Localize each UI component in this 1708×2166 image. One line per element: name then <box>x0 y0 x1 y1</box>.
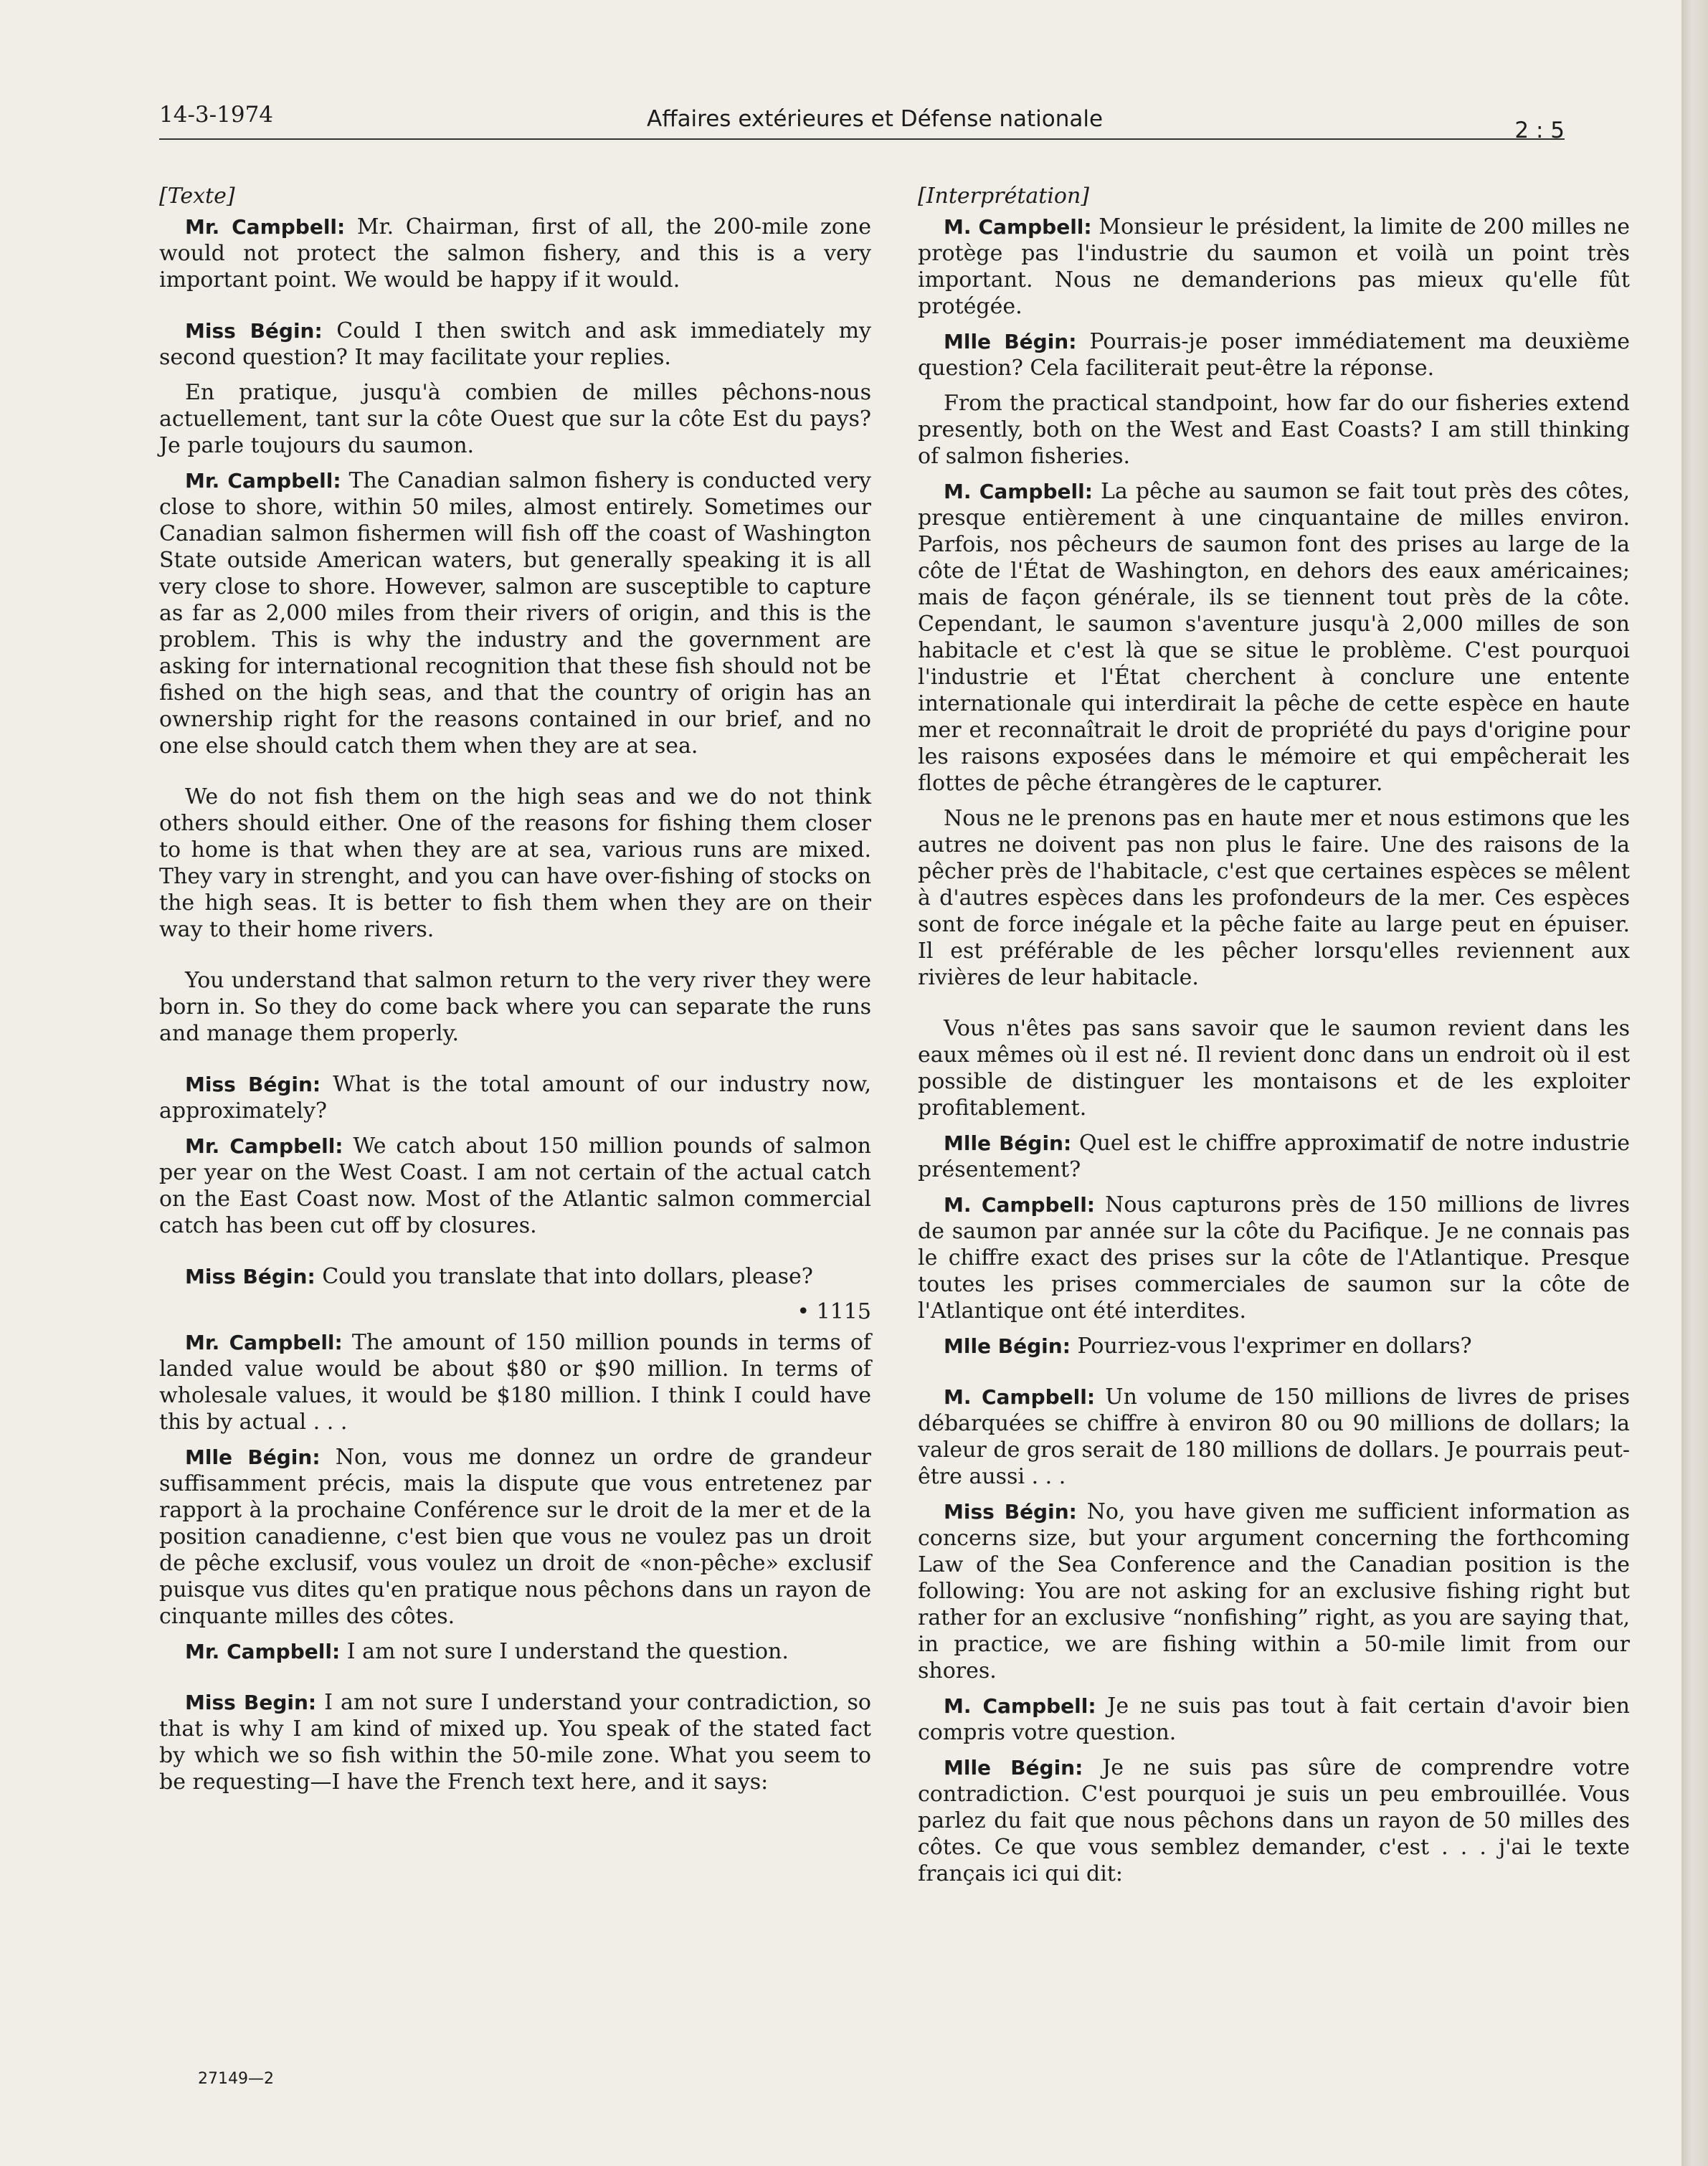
header-rule <box>159 138 1565 140</box>
paragraph <box>159 214 871 293</box>
paragraph <box>918 1192 1630 1324</box>
paragraph-text: La pêche au saumon se fait tout près des côtes, presque entièrement à une cinquantaine de milles environ. Parfois, nos pêcheurs de saumon font des prises au large de la côte de l'État de Washington, en dehors des eaux américaines; mais de façon générale, ils se tiennent tout près de la côte. Cependant, le saumon s'aventure jusqu'à 2,000 milles de son habitacle et c'est là que se situe le problème. C'est pourquoi l'industrie et l'État cherchent à conclure une entente internationale qui interdirait la pêche de cette espèce en haute mer et reconnaîtrait le droit de propriété du pays d'origine pour les raisons exposées dans le mémoire et qui empêcherait les flottes de pêche étrangères de le capturer. <box>918 479 1630 796</box>
paragraph-text: We do not fish them on the high seas and we do not think others should either. One of the reasons for fishing them closer to home is that when they are at sea, various runs are mixed. They vary in strenght, and you can have over-fishing of stocks on the high seas. It is better to fish them when they are on their way to their home rivers. <box>159 784 871 942</box>
paragraph <box>159 1444 871 1630</box>
paragraph <box>918 1384 1630 1490</box>
paragraph-text: I am not sure I understand your contradiction, so that is why I am kind of mixed up. You speak of the stated fact by which we so fish within the 50-mile zone. What you seem to be requesting—I have the French text here, and it says: <box>159 1690 871 1795</box>
paragraph <box>918 1754 1630 1887</box>
paragraph <box>159 1133 871 1239</box>
left-column <box>159 183 871 1804</box>
paragraph-text: Pourriez-vous l'exprimer en dollars? <box>1077 1334 1472 1359</box>
paragraph <box>159 1263 871 1290</box>
paragraph-text: We catch about 150 million pounds of salmon per year on the West Coast. I am not certain of the actual catch on the East Coast now. Most of the Atlantic salmon commercial catch has been cut off by closures. <box>159 1134 871 1238</box>
speaker-name: Mr. Campbell: <box>185 215 346 239</box>
paragraph <box>918 390 1630 470</box>
paragraph <box>159 784 871 943</box>
speaker-name: Mlle Bégin: <box>944 1131 1072 1155</box>
paragraph <box>159 1638 871 1665</box>
paragraph-text: Non, vous me donnez un ordre de grandeur suffisamment précis, mais la dispute que vous entretenez par rapport à la prochaine Conférence sur le droit de la mer et de la position canadienne, c'est bien que vous ne voulez pas un droit de pêche exclusif, vous voulez un droit de «non-pêche» exclusif puisque vus dites qu'en pratique nous pêchons dans un rayon de cinquante milles des côtes. <box>159 1445 871 1629</box>
paragraph <box>159 1329 871 1435</box>
paragraph <box>159 1071 871 1124</box>
speaker-name: Mlle Bégin: <box>944 1334 1071 1358</box>
speaker-name: M. Campbell: <box>944 1385 1096 1409</box>
speaker-name: Mr. Campbell: <box>185 1134 343 1158</box>
paragraph-text: Un volume de 150 millions de livres de prises débarquées se chiffre à environ 80 ou 90 millions de dollars; la valeur de gros serait de 180 millions de dollars. Je pourrais peut-être aussi . . . <box>918 1384 1630 1489</box>
paragraph-text: The Canadian salmon fishery is conducted very close to shore, within 50 miles, almost entirely. Sometimes our Canadian salmon fishermen will fish off the coast of Washington State outside American waters, but generally speaking it is all very close to shore. However, salmon are susceptible to capture as far as 2,000 miles from their rivers of origin, and this is the problem. This is why the industry and the government are asking for international recognition that these fish should not be fished on the high seas, and that the country of origin has an ownership right for the reasons contained in our brief, and no one else should catch them when they are at sea. <box>159 468 871 759</box>
speaker-name: M. Campbell: <box>944 1193 1095 1217</box>
time-marker: • 1115 <box>797 1299 871 1324</box>
paragraph <box>918 805 1630 991</box>
paragraph-text: Je ne suis pas sûre de comprendre votre contradiction. C'est pourquoi je suis un peu embrouillée. Vous parlez du fait que nous pêchons dans un rayon de 50 milles des côtes. Ce que vous semblez demander, c'est . . . j'ai le texte français ici qui dit: <box>918 1755 1630 1886</box>
paragraph <box>918 1130 1630 1183</box>
paragraph <box>159 967 871 1047</box>
paragraph-text: No, you have given me sufficient information as concerns size, but your argument concerning the forthcoming Law of the Sea Conference and the Canadian position is the following: You are not asking for an exclusive fishing right but rather for an exclusive “nonfishing” right, as you are saying that, in practice, we are fishing within a 50-mile limit from our shores. <box>918 1499 1630 1683</box>
paragraph-text: Could you translate that into dollars, please? <box>322 1264 813 1289</box>
speaker-name: Miss Bégin: <box>185 1265 315 1288</box>
speaker-name: Mlle Bégin: <box>185 1445 321 1469</box>
paragraph <box>159 318 871 371</box>
page-edge <box>1681 0 1708 2166</box>
column-label: [Interprétation] <box>918 184 1090 209</box>
header-page-number: 2 : 5 <box>1514 118 1565 143</box>
speaker-name: Mr. Campbell: <box>185 1331 343 1354</box>
paragraph-text: Monsieur le président, la limite de 200 milles ne protège pas l'industrie du saumon et voilà un point très important. Nous ne demanderions pas mieux qu'elle fût protégée. <box>918 214 1630 319</box>
paragraph-text: Pourrais-je poser immédiatement ma deuxième question? Cela faciliterait peut-être la réponse. <box>918 329 1630 381</box>
speaker-name: Mr. Campbell: <box>185 469 341 493</box>
header-title: Affaires extérieures et Défense nationale <box>647 106 1104 132</box>
paragraph-text: Je ne suis pas tout à fait certain d'avoir bien compris votre question. <box>918 1694 1630 1745</box>
speaker-name: Mlle Bégin: <box>944 330 1077 353</box>
speaker-name: Miss Bégin: <box>185 1073 321 1096</box>
page-header <box>159 99 1565 142</box>
paragraph <box>159 467 871 759</box>
speaker-name: Miss Bégin: <box>185 319 323 343</box>
speaker-name: Miss Begin: <box>185 1691 317 1714</box>
paragraph-text: What is the total amount of our industry now, approximately? <box>159 1072 871 1124</box>
paragraph-text: Mr. Chairman, first of all, the 200-mile zone would not protect the salmon fishery, and this is a very important point. We would be happy if it would. <box>159 214 871 293</box>
paragraph <box>159 1689 871 1795</box>
right-column <box>918 183 1630 1896</box>
paragraph <box>918 1015 1630 1121</box>
speaker-name: Miss Bégin: <box>944 1500 1077 1524</box>
paragraph-text: The amount of 150 million pounds in terms of landed value would be about $80 or $90 million. In terms of wholesale values, it would be $180 million. I think I could have this by actual . . . <box>159 1330 871 1435</box>
paragraph-text: I am not sure I understand the question. <box>346 1639 789 1664</box>
paragraph-text: Could I then switch and ask immediately my second question? It may facilitate your replies. <box>159 318 871 370</box>
paragraph-text: Quel est le chiffre approximatif de notre industrie présentement? <box>918 1131 1630 1182</box>
paragraph <box>159 379 871 459</box>
footer-code: 27149—2 <box>198 2070 274 2088</box>
paragraph <box>918 1693 1630 1746</box>
speaker-name: Mr. Campbell: <box>185 1640 341 1663</box>
paragraph-text: Vous n'êtes pas sans savoir que le saumon revient dans les eaux mêmes où il est né. Il revient donc dans un endroit où il est possible de distinguer les montaisons et de les exploiter profitablement. <box>918 1016 1630 1121</box>
column-label: [Texte] <box>159 184 235 209</box>
paragraph-text: Nous ne le prenons pas en haute mer et nous estimons que les autres ne doivent pas non plus le faire. Une des raisons de la pêcher près de l'habitacle, c'est que certaines espèces se mêlent à d'autres espèces dans les profondeurs de la mer. Ces espèces sont de force inégale et la pêche faite au large peut en épuiser. Il est préférable de les pêcher lorsqu'elles reviennent aux rivières de leur habitacle. <box>918 806 1630 990</box>
paragraph <box>918 1498 1630 1684</box>
paragraph <box>918 1333 1630 1359</box>
paragraph-text: From the practical standpoint, how far do our fisheries extend presently, both on the West and East Coasts? I am still thinking of salmon fisheries. <box>918 391 1630 469</box>
header-date: 14-3-1974 <box>159 102 274 128</box>
speaker-name: M. Campbell: <box>944 480 1093 503</box>
paragraph <box>918 478 1630 797</box>
paragraph-text: You understand that salmon return to the very river they were born in. So they do come back where you can separate the runs and manage them properly. <box>159 968 871 1046</box>
speaker-name: M. Campbell: <box>944 215 1092 239</box>
speaker-name: Mlle Bégin: <box>944 1756 1083 1780</box>
paragraph-text: Nous capturons près de 150 millions de livres de saumon par année sur la côte du Pacifique. Je ne connais pas le chiffre exact des prises sur la côte de l'Atlantique. Presque toutes les prises commerciales de saumon sur la côte de l'Atlantique ont été interdites. <box>918 1192 1630 1324</box>
speaker-name: M. Campbell: <box>944 1694 1096 1718</box>
paragraph <box>918 214 1630 320</box>
paragraph <box>918 328 1630 381</box>
paragraph-text: En pratique, jusqu'à combien de milles pêchons-nous actuellement, tant sur la côte Ouest que sur la côte Est du pays? Je parle toujours du saumon. <box>159 380 871 458</box>
